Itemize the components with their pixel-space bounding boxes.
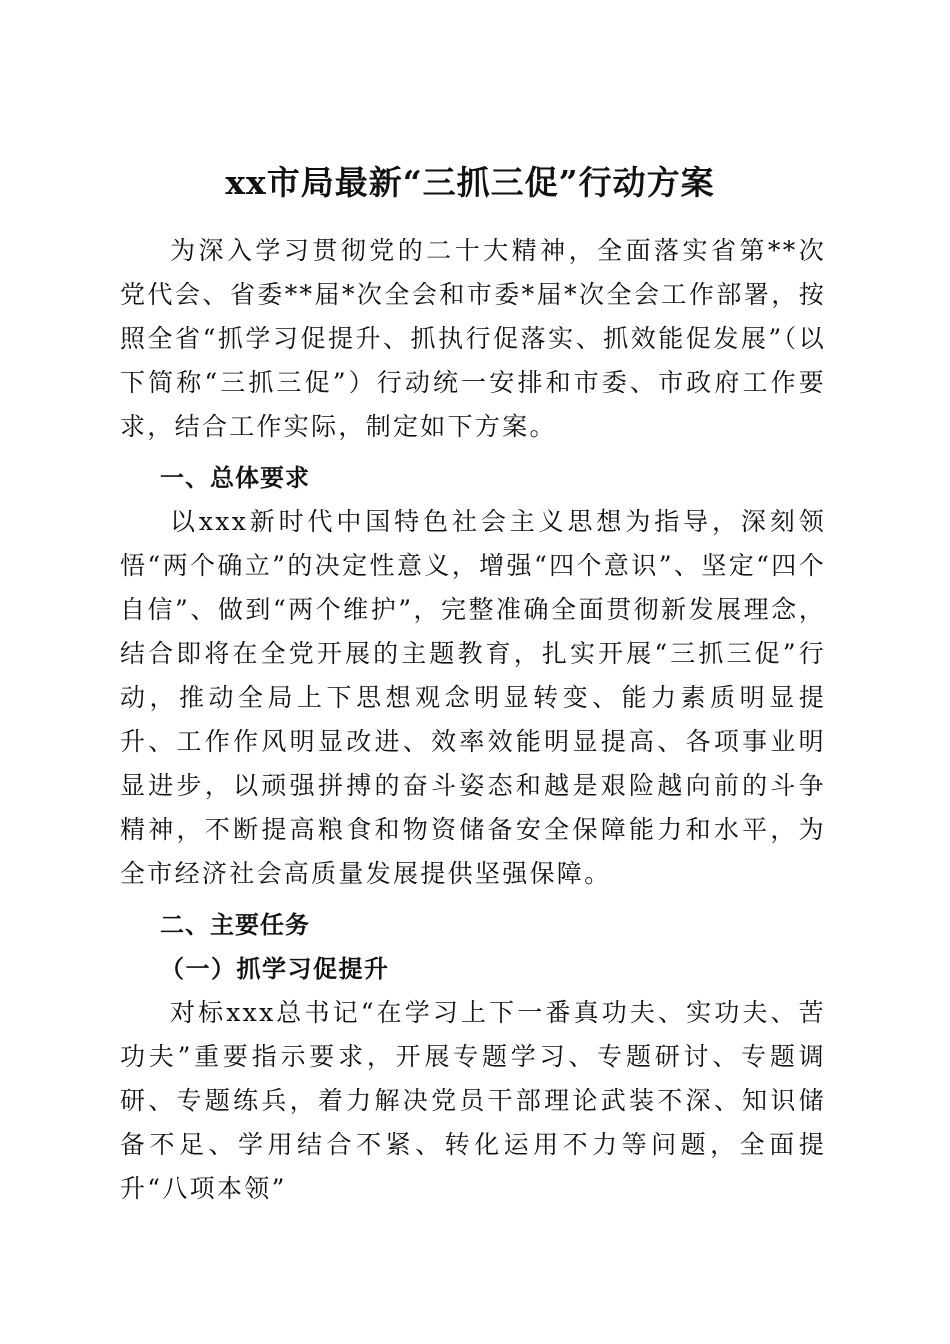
section-heading-general-requirements: 一、总体要求 [160,464,310,492]
document-title: xx市局最新“三抓三促”行动方案 [225,163,715,203]
section-heading-main-tasks: 二、主要任务 [160,911,310,939]
general-requirements-paragraph: 以xxx新时代中国特色社会主义思想为指导，深刻领悟“两个确立”的决定性意义，增强“四个意识”、坚定“四个自信”、做到“两个维护”，完整准确全面贯彻新发展理念，结合即将在全党开展的主题教育，扎实开展“三抓三促”行动，推动全局上下思想观念明显转变、能力素质明显提升、工作作风明显改进、效率效能明显提高、各项事业明显进步，以顽强拼搏的奋斗姿态和越是艰险越向前的斗争精神，不断提高粮食和物资储备安全保障能力和水平，为全市经济社会高质量发展提供坚强保障。 [120,507,826,888]
subheading-learning: （一）抓学习促提升 [160,954,390,983]
learning-paragraph: 对标xxx总书记“在学习上下一番真功夫、实功夫、苦功夫”重要指示要求，开展专题学习、专题研讨、专题调研、专题练兵，着力解决党员干部理论武装不深、知识储备不足、学用结合不紧、转化运用不力等问题，全面提升“八项本领” [120,998,826,1203]
intro-paragraph: 为深入学习贯彻党的二十大精神，全面落实省第**次党代会、省委**届*次全会和市委*届*次全会工作部署，按照全省“抓学习促提升、抓执行促落实、抓效能促发展”（以下简称“三抓三促”）行动统一安排和市委、市政府工作要求，结合工作实际，制定如下方案。 [120,236,826,441]
